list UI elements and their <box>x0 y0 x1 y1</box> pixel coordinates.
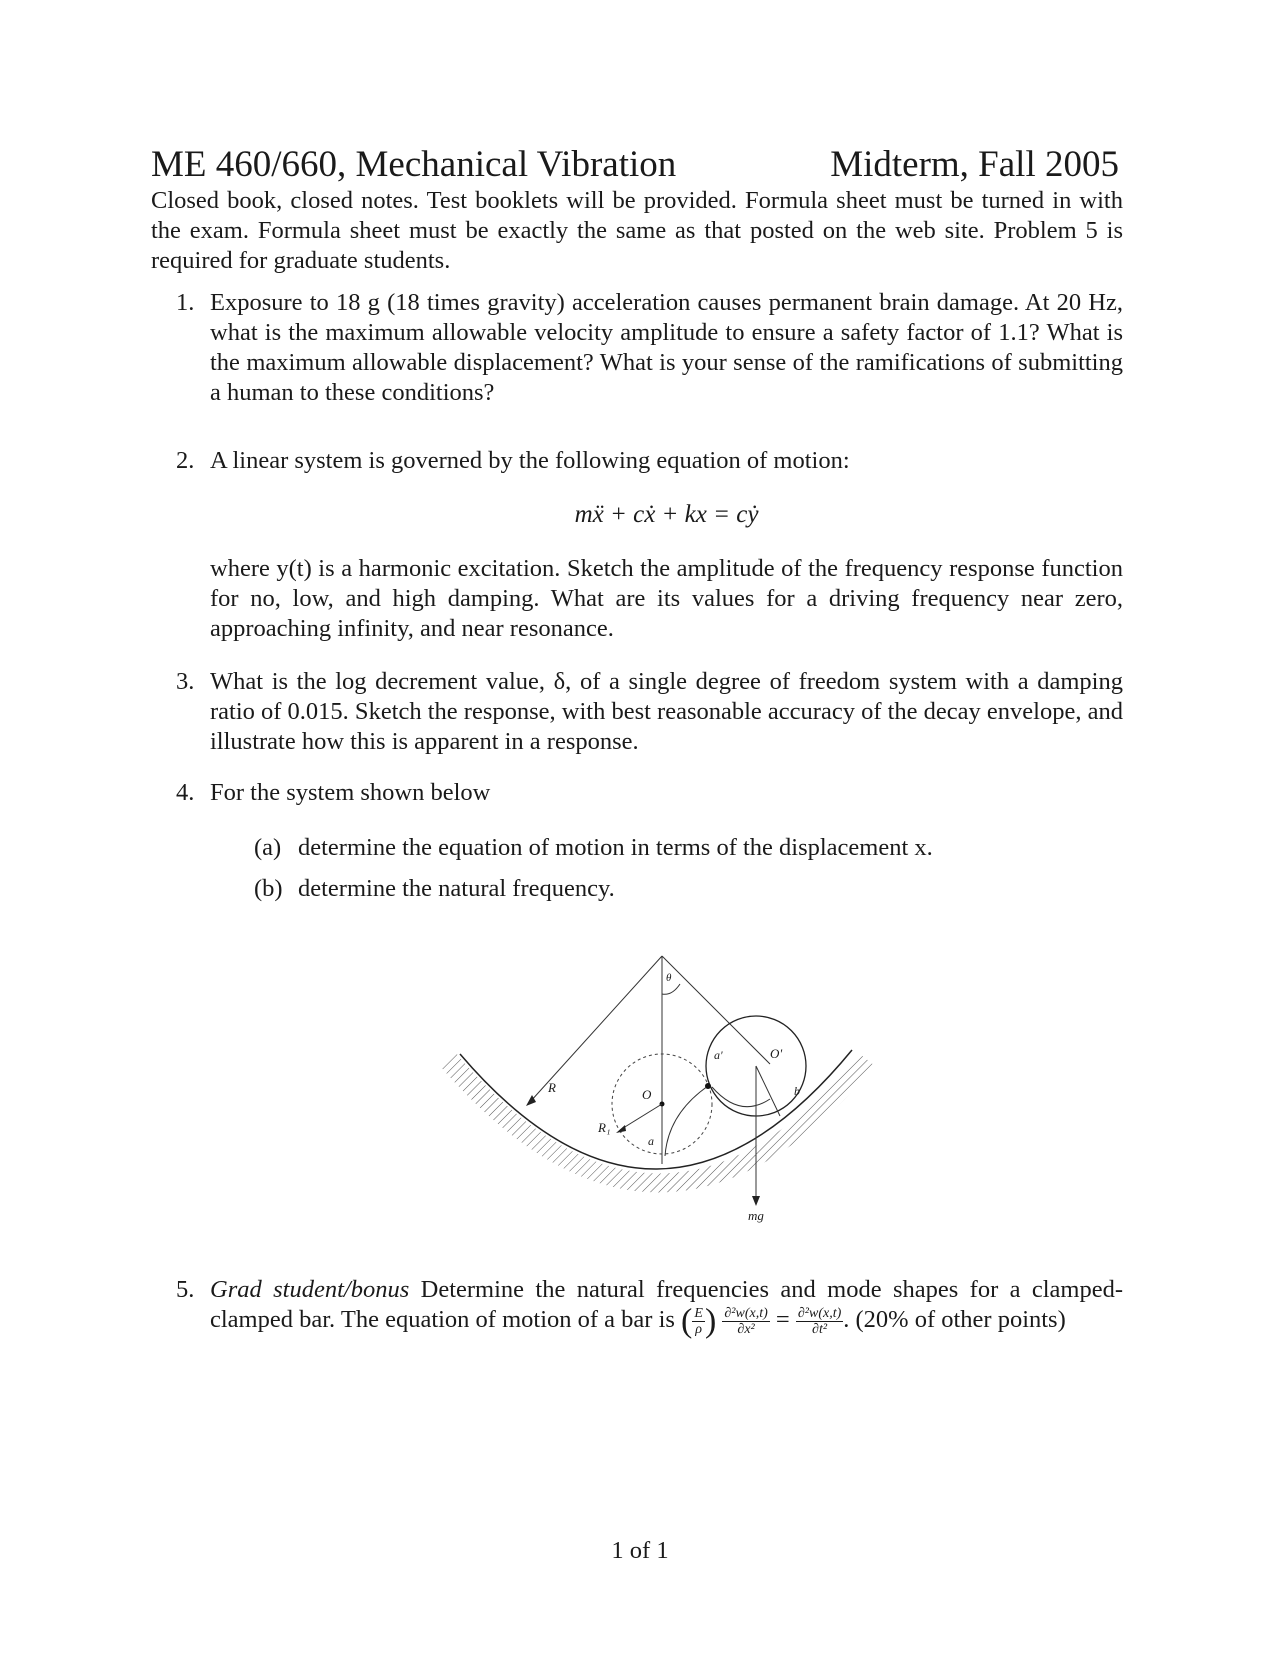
label-b: b <box>794 1084 800 1098</box>
subitem-text: determine the natural frequency. <box>298 875 615 902</box>
theta-arc <box>662 984 680 994</box>
figure-drawing <box>440 944 888 1241</box>
subitem-a <box>254 833 933 863</box>
problem-number: 1. <box>176 289 195 316</box>
problem-number: 3. <box>176 668 195 695</box>
exam-label: Midterm, Fall 2005 <box>830 144 1119 185</box>
page-number: 1 of 1 <box>611 1537 669 1564</box>
label-a-prime: a' <box>714 1048 723 1062</box>
label-O: O <box>642 1087 652 1102</box>
subitem-b <box>254 874 615 904</box>
problem-5 <box>176 1275 1123 1385</box>
equation-of-motion: mẍ + cẋ + kx = cẏ <box>574 501 759 528</box>
label-R1: R₁ <box>598 1120 611 1135</box>
problem-text: What is the log decrement value, δ, of a single degree of freedom system with a damping ratio of 0.015. Sketch the response, with best reasonable accuracy of the decay envelope, and illustrate how this is apparent in a response. <box>210 668 1123 755</box>
equals-sign: = <box>775 1306 790 1333</box>
cylinder-inner-arc <box>712 1087 770 1107</box>
problem-text-a: Determine the natural frequencies and mode shapes for a clamped-clamped bar. The equation of motion of a bar is <box>210 1276 1124 1333</box>
problem-number: 2. <box>176 447 195 474</box>
rhs-derivative-fraction <box>796 1306 843 1337</box>
problem-3 <box>176 667 1123 761</box>
problem-text: For the system shown below <box>210 779 491 806</box>
instructions: Closed book, closed notes. Test booklets will be provided. Formula sheet must be turned in with the exam. Formula sheet must be exactly the same as that posted on the web site. Problem 5 is required for graduate students. <box>151 187 1123 274</box>
E-over-rho-fraction <box>692 1306 705 1337</box>
label-a: a <box>648 1134 654 1148</box>
rolling-cylinder-figure <box>440 944 888 1241</box>
fraction-numerator: ∂²w(x,t) <box>797 1305 842 1321</box>
fraction-numerator: ∂²w(x,t) <box>724 1305 768 1321</box>
subitem-label: (b) <box>254 875 283 902</box>
header <box>151 140 1119 190</box>
problem-text: Exposure to 18 g (18 times gravity) acceleration causes permanent brain damage. At 20 Hz, what is the maximum allowable velocity amplitude to ensure a safety factor of 1.1? What is the maximum allowable displacement? What is your sense of the ramifications of submitting a human to these conditions? <box>210 289 1123 406</box>
paren-close: ) <box>704 1302 717 1340</box>
subitem-text: determine the equation of motion in terms of the displacement x. <box>298 834 933 861</box>
label-mg: mg <box>748 1208 764 1223</box>
problem-text-b: . (20% of other points) <box>843 1306 1066 1333</box>
paren-open: ( <box>681 1302 693 1340</box>
course-title: ME 460/660, Mechanical Vibration <box>151 144 677 185</box>
contact-path-arc <box>665 1086 708 1156</box>
fraction-denominator: ∂t² <box>812 1321 828 1337</box>
subitem-label: (a) <box>254 834 282 861</box>
lhs-derivative-fraction <box>722 1306 769 1337</box>
problem-lead: Grad student/bonus <box>210 1276 410 1303</box>
label-O-prime: O' <box>770 1046 783 1061</box>
problem-text-after: where y(t) is a harmonic excitation. Sketch the amplitude of the frequency response function for no, low, and high damping. What are its values for a driving frequency near zero, approaching infinity, and near resonance. <box>210 555 1123 642</box>
fraction-denominator: ∂x² <box>737 1321 755 1337</box>
label-theta: θ <box>666 972 672 984</box>
fraction-numerator: E <box>694 1305 703 1321</box>
fraction-denominator: ρ <box>695 1321 703 1337</box>
curved-track <box>460 1050 852 1169</box>
problem-number: 4. <box>176 779 195 806</box>
problem-text: A linear system is governed by the following equation of motion: <box>210 447 850 474</box>
problem-4 <box>176 778 1123 908</box>
weight-arrowhead <box>752 1196 760 1206</box>
label-R: R <box>548 1080 556 1095</box>
radius-R1-line <box>620 1104 662 1130</box>
ground-hatching <box>440 1052 875 1193</box>
problem-text <box>210 1275 1124 1340</box>
problem-number: 5. <box>176 1276 195 1303</box>
contact-point-dot <box>705 1083 711 1089</box>
problem-2 <box>176 446 1123 646</box>
cylinder-radius-line <box>756 1066 780 1116</box>
problem-1 <box>176 288 1123 412</box>
